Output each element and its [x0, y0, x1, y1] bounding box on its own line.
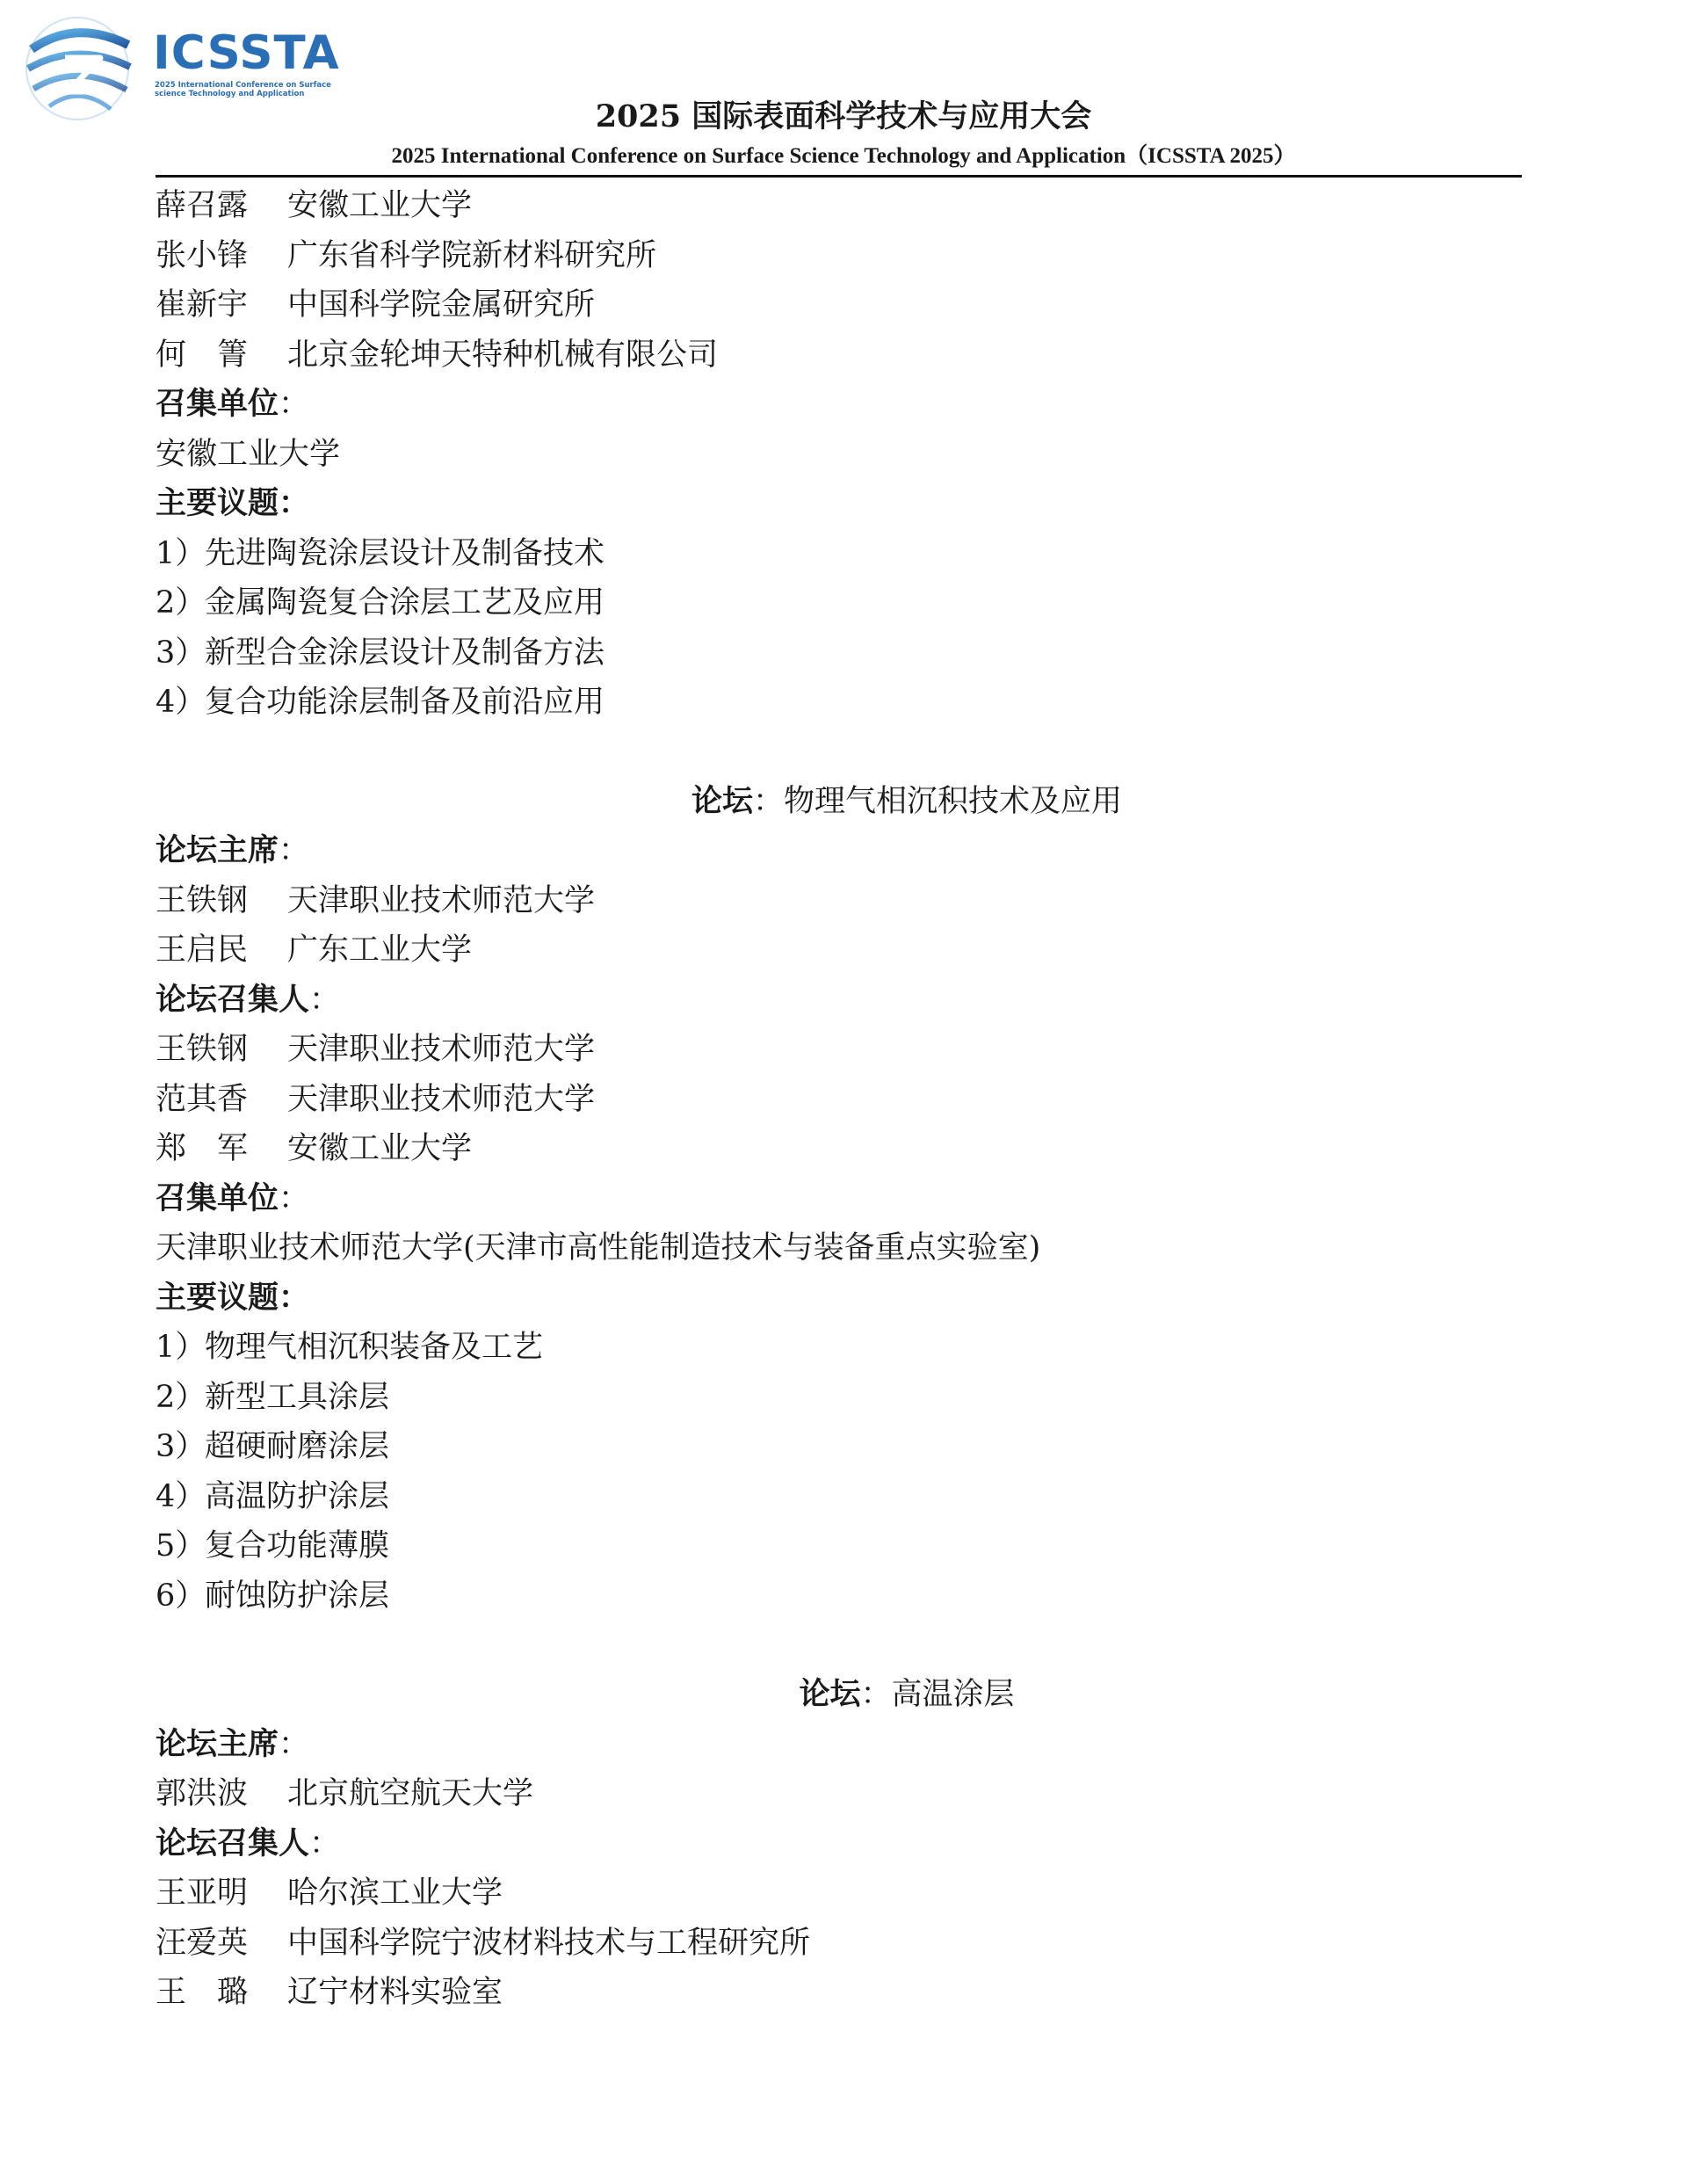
topic-item: 1）物理气相沉积装备及工艺 — [156, 1330, 544, 1365]
chairs-heading: 论坛主席： — [156, 832, 310, 868]
topic-item: 5）复合功能薄膜 — [156, 1528, 390, 1564]
logo-subtitle: 2025 International Conference on Surface science Technology and Application — [155, 81, 331, 98]
topic-item: 4）高温防护涂层 — [156, 1478, 390, 1514]
header-divider — [156, 175, 1522, 178]
convener-row: 王亚明 哈尔滨工业大学 — [156, 1876, 503, 1911]
convener-row: 王铁钢 天津职业技术师范大学 — [156, 1032, 596, 1067]
conference-title-en: 2025 International Conference on Surface Science Technology and Application（ICSSTA 2025） — [391, 144, 1296, 168]
chairs-heading: 论坛主席： — [156, 1725, 310, 1762]
chair-row: 郭洪波 北京航空航天大学 — [156, 1776, 534, 1811]
document-body — [156, 181, 1526, 2018]
topic-item: 4）复合功能涂层制备及前沿应用 — [156, 685, 605, 720]
convener-row: 汪爱英 中国科学院宁波材料技术与工程研究所 — [156, 1925, 811, 1961]
logo-wordmark: ICSSTA — [153, 26, 340, 80]
forum-title: 论坛：高温涂层 — [799, 1676, 1015, 1712]
member-row: 崔新宇 中国科学院金属研究所 — [156, 287, 596, 323]
chair-row: 王启民 广东工业大学 — [156, 932, 473, 968]
topics-heading: 主要议题： — [156, 1279, 310, 1316]
topic-item: 3）新型合金涂层设计及制备方法 — [156, 635, 605, 671]
forum-title: 论坛：物理气相沉积技术及应用 — [691, 782, 1123, 819]
topics-heading: 主要议题： — [156, 485, 310, 521]
chair-row: 王铁钢 天津职业技术师范大学 — [156, 882, 596, 918]
convener-row: 范其香 天津职业技术师范大学 — [156, 1081, 596, 1117]
unit-value: 天津职业技术师范大学(天津市高性能制造技术与装备重点实验室) — [156, 1230, 1041, 1266]
member-row: 何 箐 北京金轮坤天特种机械有限公司 — [156, 337, 719, 373]
topic-item: 2）新型工具涂层 — [156, 1379, 390, 1415]
member-row: 张小锋 广东省科学院新材料研究所 — [156, 237, 657, 273]
unit-heading: 召集单位： — [156, 386, 310, 422]
conveners-heading: 论坛召集人： — [156, 981, 341, 1018]
topic-item: 6）耐蚀防护涂层 — [156, 1578, 390, 1614]
unit-value: 安徽工业大学 — [156, 436, 341, 472]
conference-title-cn: 2025 国际表面科学技术与应用大会 — [595, 98, 1092, 134]
conveners-heading: 论坛召集人： — [156, 1825, 341, 1861]
topic-item: 1）先进陶瓷涂层设计及制备技术 — [156, 535, 605, 571]
member-row: 薛召露 安徽工业大学 — [156, 188, 473, 223]
topic-item: 2）金属陶瓷复合涂层工艺及应用 — [156, 585, 605, 620]
convener-row: 王 璐 辽宁材料实验室 — [156, 1975, 503, 2010]
convener-row: 郑 军 安徽工业大学 — [156, 1131, 473, 1166]
topic-item: 3）超硬耐磨涂层 — [156, 1429, 390, 1464]
unit-heading: 召集单位： — [156, 1179, 310, 1216]
